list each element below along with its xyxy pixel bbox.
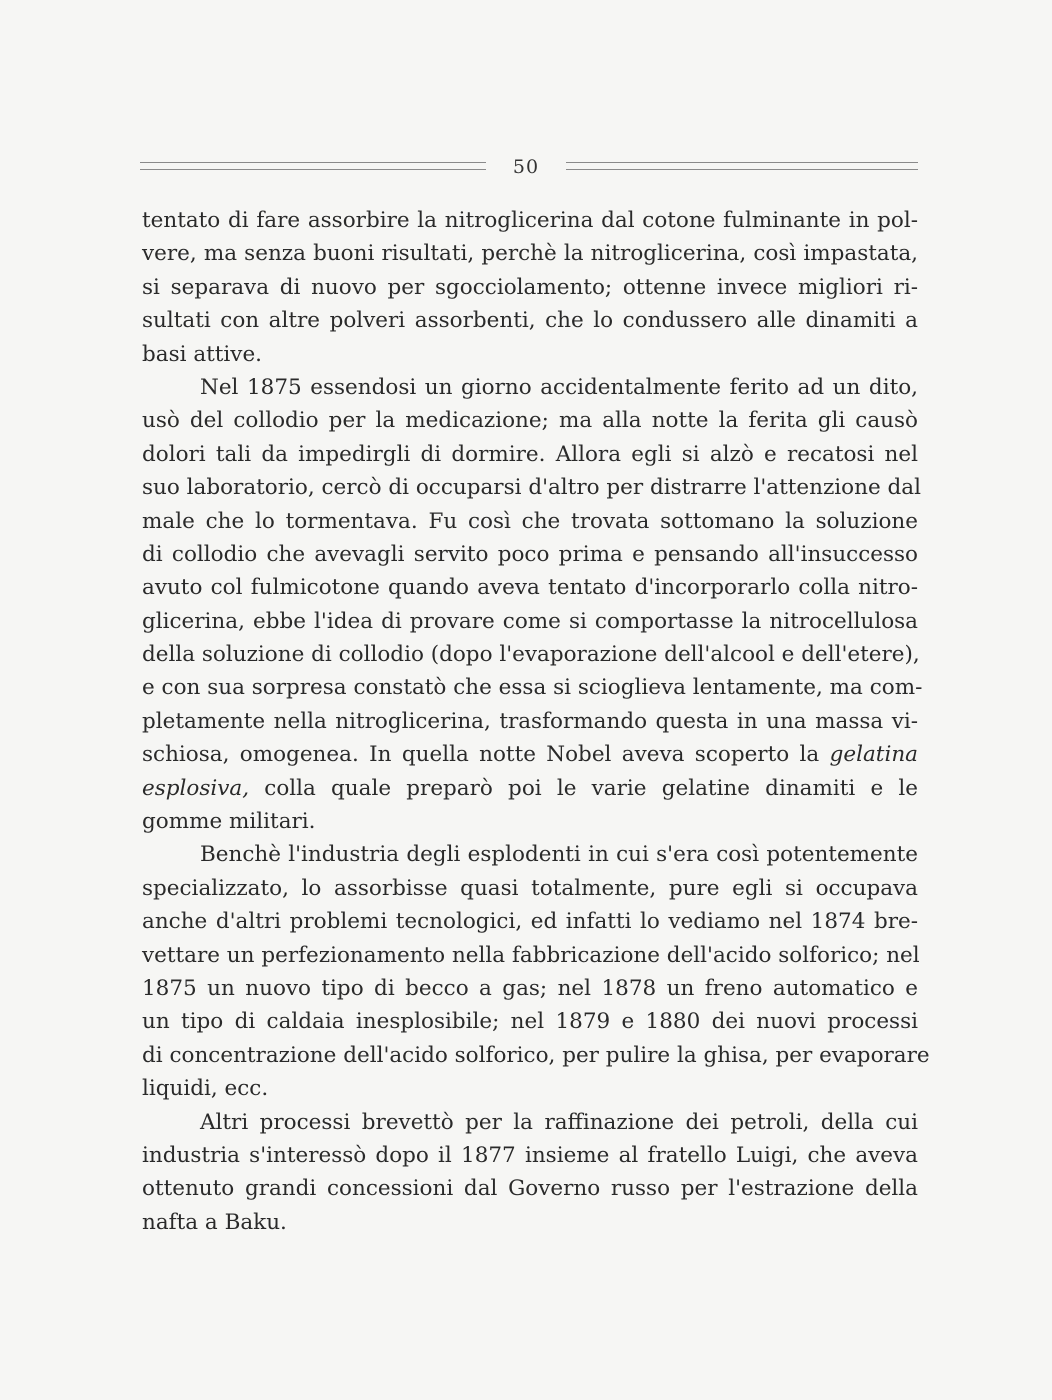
text-line: glicerina, ebbe l'idea di provare come si comportasse la nitrocellulosa xyxy=(142,608,918,634)
text-line: di collodio che avevagli servito poco prima e pensando all'insuccesso xyxy=(142,541,918,567)
text-line: 1875 un nuovo tipo di becco a gas; nel 1878 un freno automatico e xyxy=(142,975,918,1001)
text-line: male che lo tormentava. Fu così che trovata sottomano la soluzione xyxy=(142,508,918,534)
paragraph-3 xyxy=(142,838,930,1105)
text-line: avuto col fulmicotone quando aveva tentato d'incorporarlo colla nitro- xyxy=(142,575,918,601)
text-line: specializzato, lo assorbisse quasi totalmente, pure egli si occupava xyxy=(142,875,918,901)
text-line: sultati con altre polveri assorbenti, che lo condussero alle dinamiti a xyxy=(142,308,918,334)
text-line: della soluzione di collodio (dopo l'evaporazione dell'alcool e dell'etere), xyxy=(142,642,920,668)
text-line: vere, ma senza buoni risultati, perchè la nitroglicerina, così impastata, xyxy=(142,241,918,267)
text-line: nafta a Baku. xyxy=(142,1209,287,1235)
header-rule-left xyxy=(140,162,486,170)
italic-term: gelatina xyxy=(829,742,918,768)
paragraph-2 xyxy=(142,371,923,838)
text-line: usò del collodio per la medicazione; ma alla notte la ferita gli causò xyxy=(142,408,918,434)
text-line: anche d'altri problemi tecnologici, ed infatti lo vediamo nel 1874 bre- xyxy=(142,909,918,935)
page-body xyxy=(142,204,930,1239)
page-number: 50 xyxy=(512,156,540,178)
text-line: tentato di fare assorbire la nitroglicerina dal cotone fulminante in pol- xyxy=(142,208,918,233)
header-rule-right xyxy=(566,162,918,170)
text-line: vettare un perfezionamento nella fabbricazione dell'acido solforico; nel xyxy=(142,942,920,968)
text-line: Altri processi brevettò per la raffinazione dei petroli, della cui xyxy=(200,1109,918,1135)
text-line: pletamente nella nitroglicerina, trasformando questa in una massa vi- xyxy=(142,708,918,734)
text-line: industria s'interessò dopo il 1877 insieme al fratello Luigi, che aveva xyxy=(142,1142,918,1168)
text-fragment: colla quale preparò poi le varie gelatine dinamiti e le xyxy=(264,775,919,801)
text-line: si separava di nuovo per sgocciolamento; ottenne invece migliori ri- xyxy=(142,274,918,300)
text-line: dolori tali da impedirgli di dormire. Allora egli si alzò e recatosi nel xyxy=(142,441,918,467)
text-line-with-italic xyxy=(142,738,918,771)
text-line: gomme militari. xyxy=(142,809,316,835)
paragraph-1 xyxy=(142,204,918,371)
text-line-with-italic xyxy=(142,772,918,805)
text-line: ottenuto grandi concessioni dal Governo russo per l'estrazione della xyxy=(142,1176,918,1202)
text-line: Nel 1875 essendosi un giorno accidentalmente ferito ad un dito, xyxy=(200,374,918,400)
paragraph-4 xyxy=(142,1106,918,1240)
text-line: liquidi, ecc. xyxy=(142,1076,269,1102)
text-line: suo laboratorio, cercò di occuparsi d'altro per distrarre l'attenzione dal xyxy=(142,475,921,501)
page-header xyxy=(140,152,918,188)
text-line: di concentrazione dell'acido solforico, per pulire la ghisa, per evaporare xyxy=(142,1042,930,1068)
text-line: Benchè l'industria degli esplodenti in cui s'era così potentemente xyxy=(200,842,918,868)
text-line: basi attive. xyxy=(142,341,263,367)
italic-term: esplosiva, xyxy=(142,775,250,801)
text-line: e con sua sorpresa constatò che essa si scioglieva lentamente, ma com- xyxy=(142,675,923,701)
text-fragment: schiosa, omogenea. In quella notte Nobel aveva scoperto la xyxy=(142,742,820,768)
text-line: un tipo di caldaia inesplosibile; nel 1879 e 1880 dei nuovi processi xyxy=(142,1009,918,1035)
